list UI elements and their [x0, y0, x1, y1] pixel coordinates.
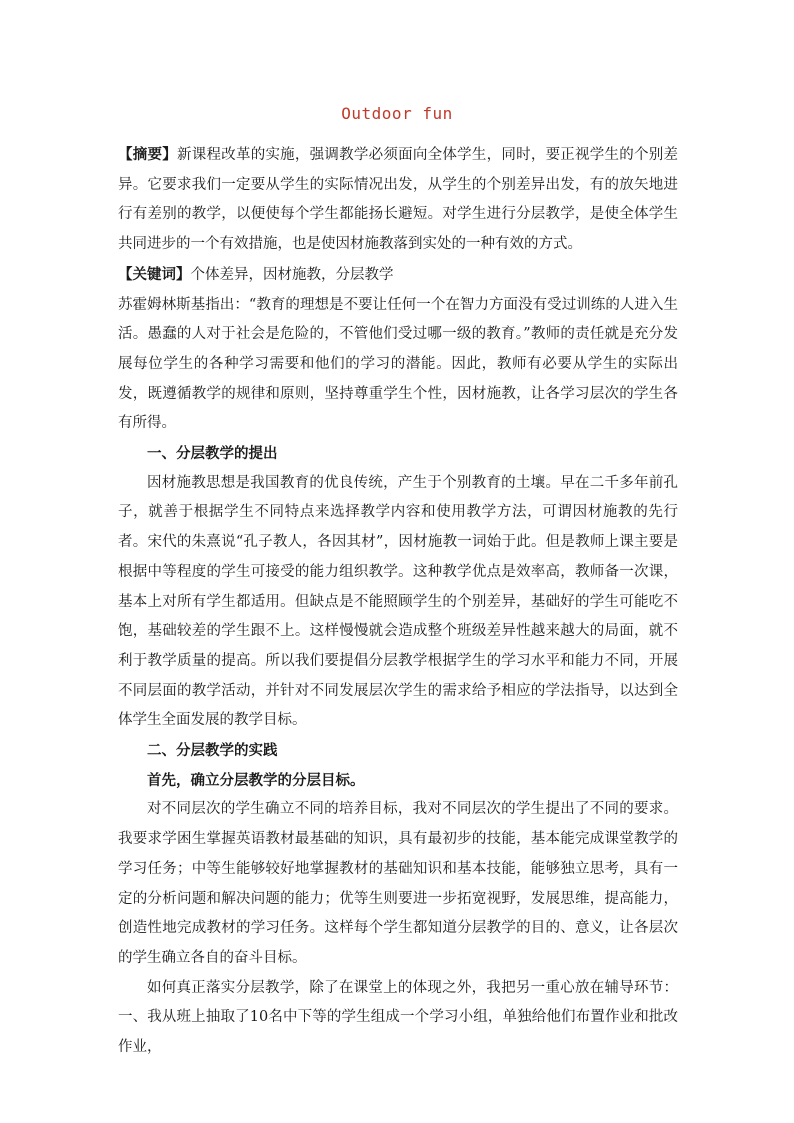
section1-paragraph: 因材施教思想是我国教育的优良传统，产生于个别教育的土壤。早在二千多年前孔子，就善于根据学生不同特点来选择教学内容和使用教学方法，可谓因材施教的先行者。宋代的朱熹说“孔子教人，各因其材”，因材施教一词始于此。但是教师上课主要是根据中等程度的学生可接受的能力组织教学。这种教学优点是效率高，教师备一次课，基本上对所有学生都适用。但缺点是不能照顾学生的个别差异，基础好的学生可能吃不饱，基础较差的学生跟不上。这样慢慢就会造成整个班级差异性越来越大的局面，就不利于教学质量的提高。所以我们要提倡分层教学根据学生的学习水平和能力不同，开展不同层面的教学活动，并针对不同发展层次学生的需求给予相应的学法指导，以达到全体学生全面发展的教学目标。 — [118, 474, 678, 729]
section1-heading: 一、分层教学的提出 — [147, 445, 278, 463]
keywords-label: 【关键词】 — [118, 265, 191, 283]
section2-subheading: 首先，确立分层教学的分层目标。 — [147, 771, 365, 789]
abstract-label: 【摘要】 — [118, 146, 177, 163]
abstract-paragraph — [118, 140, 678, 260]
keywords-paragraph — [118, 260, 678, 291]
intro-paragraph: 苏霍姆林斯基指出：“教育的理想是不要让任何一个在智力方面没有受过训练的人进入生活。愚蠢的人对于社会是危险的，不管他们受过哪一级的教育。”教师的责任就是充分发展每位学生的各种学习需要和他们的学习的潜能。因此，教师有必要从学生的实际出发，既遵循教学的规律和原则，坚持尊重学生个性，因材施教，让各学习层次的学生各有所得。 — [118, 296, 678, 432]
document-body — [118, 140, 678, 1063]
abstract-text: 新课程改革的实施，强调教学必须面向全体学生，同时，要正视学生的个别差异。它要求我们一定要从学生的实际情况出发，从学生的个别差异出发，有的放矢地进行有差别的教学，以便使每个学生都能扬长避短。对学生进行分层教学，是使全体学生共同进步的一个有效措施，也是使因材施教落到实处的一种有效的方式。 — [118, 147, 679, 253]
keywords-text: 个体差异，因材施教，分层教学 — [190, 266, 394, 283]
section2-paragraph: 对不同层次的学生确立不同的培养目标，我对不同层次的学生提出了不同的要求。我要求学困生掌握英语教材最基础的知识，具有最初步的技能，基本能完成课堂教学的学习任务；中等生能够较好地掌握教材的基础知识和基本技能，能够独立思考，具有一定的分析问题和解决问题的能力；优等生则要进一步拓宽视野，发展思维，提高能力，创造性地完成教材的学习任务。这样每个学生都知道分层教学的目的、意义，让各层次的学生确立各自的奋斗目标。 — [118, 801, 678, 966]
section2-heading: 二、分层教学的实践 — [147, 742, 278, 760]
document-title: Outdoor fun — [341, 104, 453, 123]
section2-paragraph-2: 如何真正落实分层教学，除了在课堂上的体现之外，我把另一重心放在辅导环节：一、我从班上抽取了10名中下等的学生组成一个学习小组，单独给他们布置作业和批改作业， — [118, 979, 678, 1056]
